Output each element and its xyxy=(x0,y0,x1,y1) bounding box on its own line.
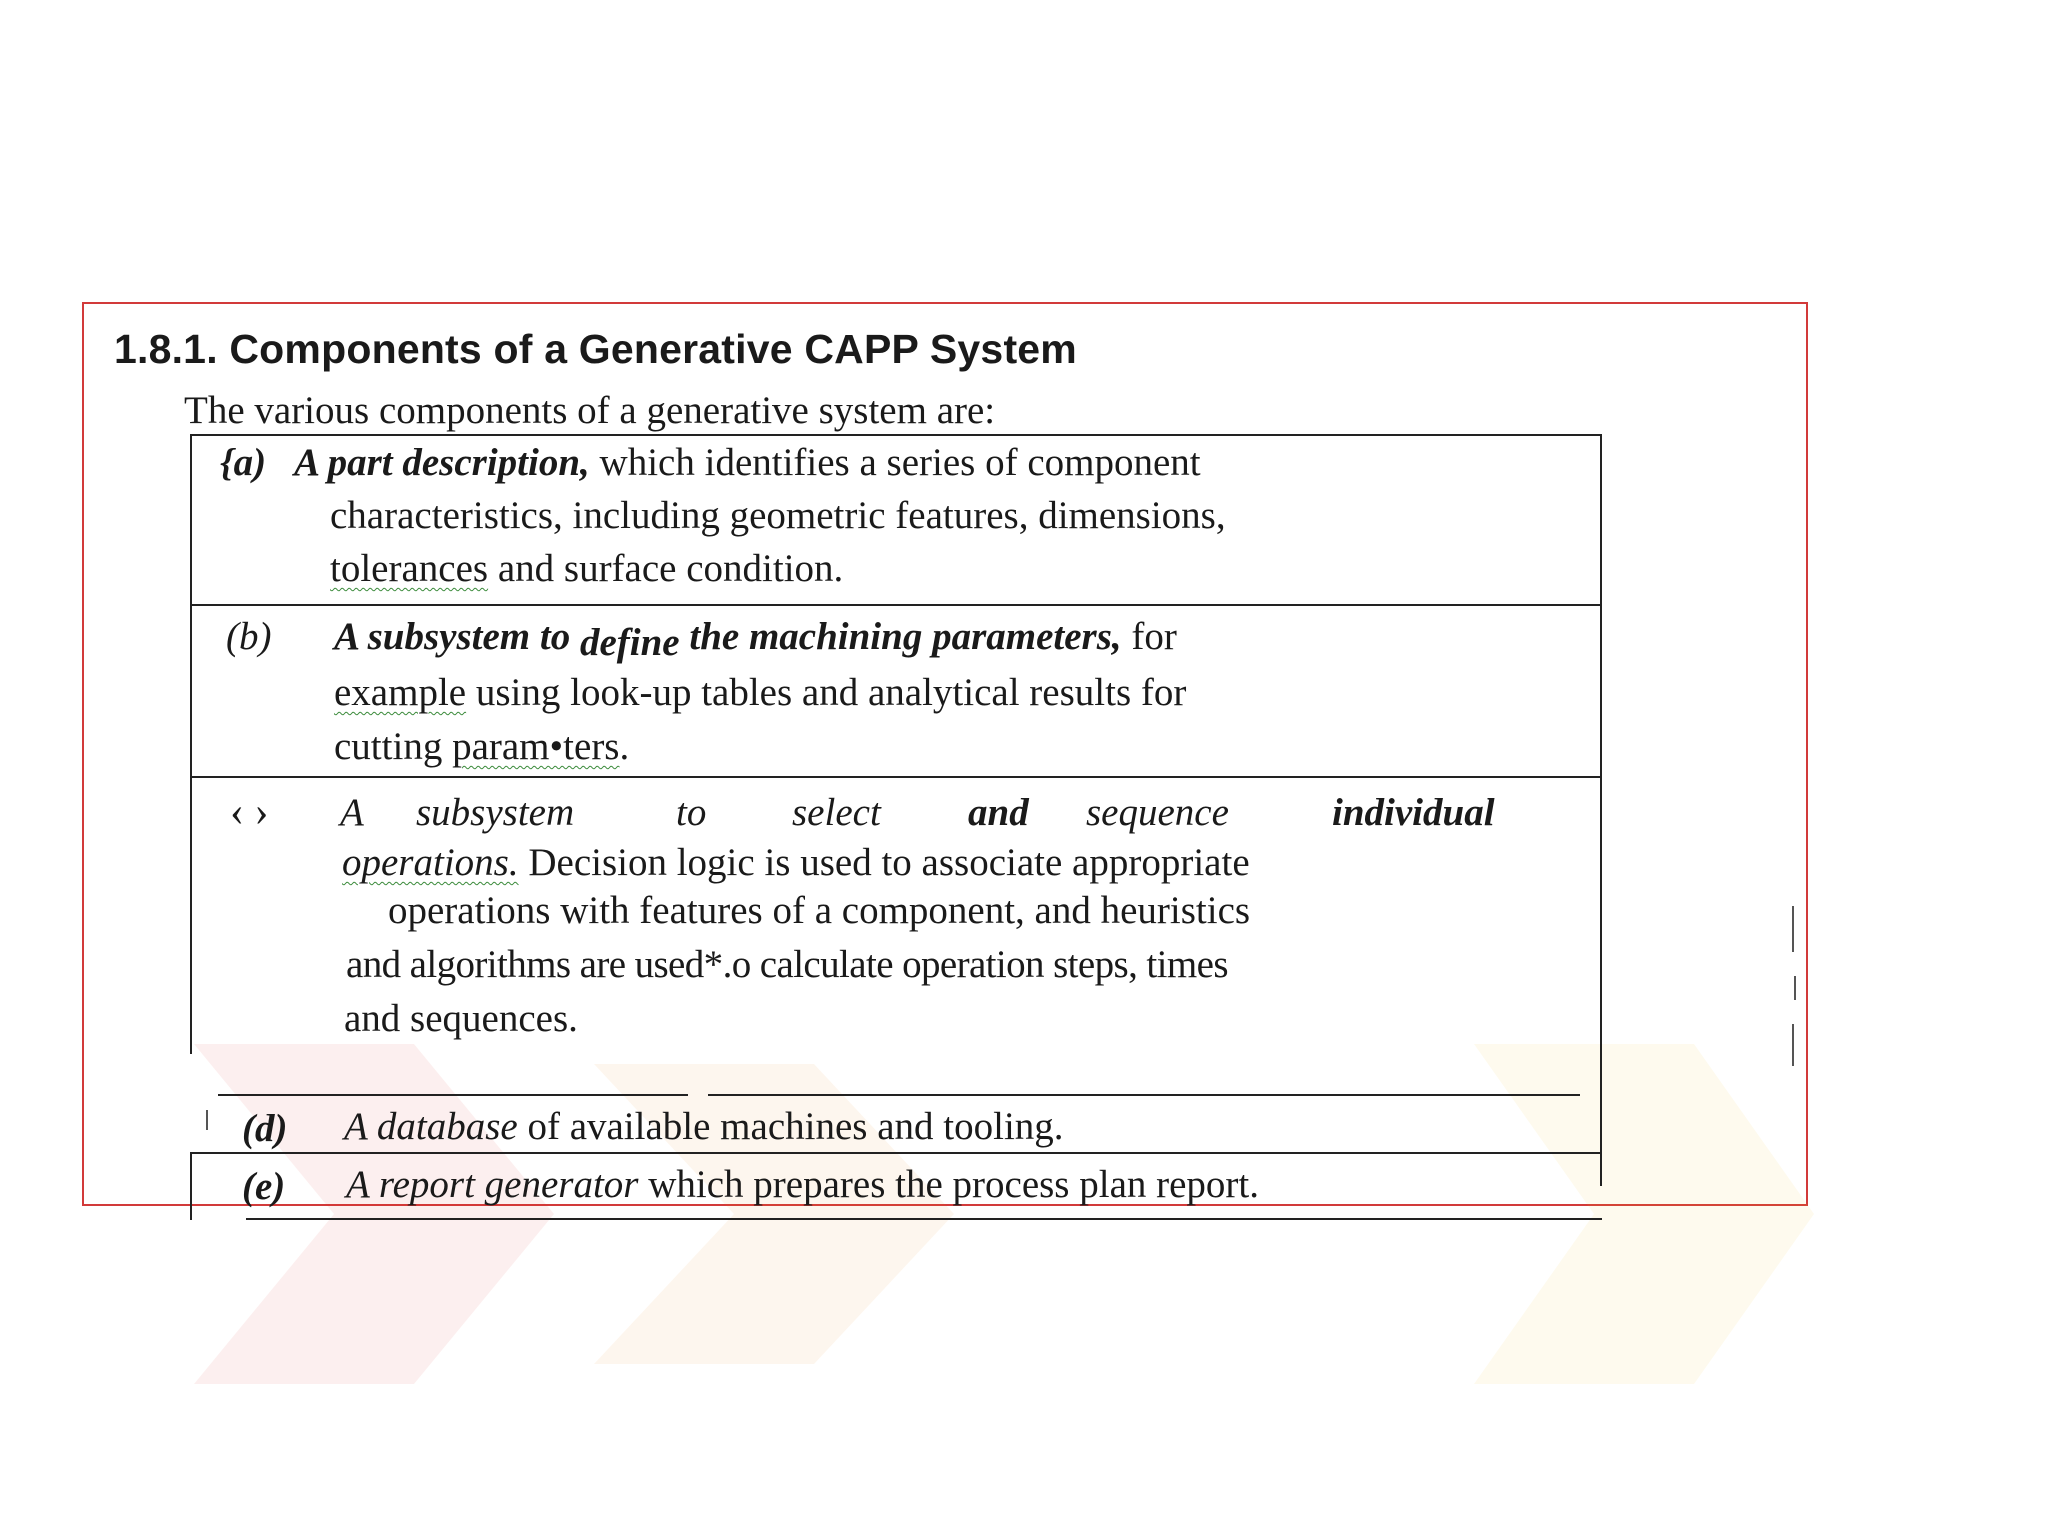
row-b-parameters-word: param•ters xyxy=(452,725,620,768)
row-a-line-1 xyxy=(294,436,1201,489)
row-a-line-3 xyxy=(330,542,843,595)
component-row-a xyxy=(190,434,1600,604)
row-c-word-individual: individual xyxy=(1332,791,1495,834)
row-b-line-2 xyxy=(334,666,1186,719)
component-row-d xyxy=(190,1094,1600,1152)
row-marker-c: ‹ › xyxy=(230,789,269,835)
section-heading: 1.8.1. Components of a Generative CAPP System xyxy=(114,326,1077,372)
row-marker-d: (d) xyxy=(242,1107,288,1150)
row-b-line-3-text: cutting xyxy=(334,725,453,768)
row-b-example-word: example xyxy=(334,671,467,714)
row-e-line xyxy=(346,1158,1259,1211)
row-b-lead-a: A subsystem to xyxy=(334,615,580,658)
margin-mark-3 xyxy=(1792,1024,1794,1066)
row-d-lead: A database xyxy=(344,1105,518,1148)
row-c-line-5: and sequences. xyxy=(344,997,578,1040)
row-d-line xyxy=(344,1100,1064,1153)
row-a-tolerances-word: tolerances xyxy=(330,547,489,590)
row-c-word-and: and xyxy=(968,791,1029,834)
section-intro: The various components of a generative system are: xyxy=(184,389,996,432)
row-a-line-1-text: which identifies a series of component xyxy=(589,441,1201,484)
row-marker-e: (e) xyxy=(242,1165,286,1208)
component-row-e xyxy=(190,1152,1600,1218)
row-a-line-3-text: and surface condition. xyxy=(488,547,844,590)
row-a-lead: A part description, xyxy=(294,441,590,484)
row-marker-a: {a) xyxy=(220,441,267,484)
row-b-lead-define: define xyxy=(579,621,680,664)
row-c-line-3: operations with features of a component, and heuristics xyxy=(388,889,1251,932)
table-right-border xyxy=(1600,434,1602,1186)
component-row-b xyxy=(190,604,1600,776)
row-c-line-2-text: Decision logic is used to associate appropriate xyxy=(518,841,1250,884)
row-b-tail: for xyxy=(1121,615,1177,658)
row-c-operations-word: operations. xyxy=(342,841,519,884)
row-c-word-sequence: sequence xyxy=(1086,791,1229,834)
row-c-word-subsystem: subsystem xyxy=(416,791,575,834)
row-c-word-select: select xyxy=(792,791,881,834)
row-d-text: of available machines and tooling. xyxy=(517,1105,1064,1148)
components-table xyxy=(190,434,1600,1208)
row-e-lead: A report generator xyxy=(346,1163,639,1206)
row-b-line-3 xyxy=(334,720,629,773)
row-c-line-2 xyxy=(342,836,1250,889)
row-a-line-2: characteristics, including geometric features, dimensions, xyxy=(330,494,1226,537)
row-e-text: which prepares the process plan report. xyxy=(638,1163,1259,1206)
row-c-line-4: and algorithms are used*.o calculate operation steps, times xyxy=(346,943,1228,986)
margin-mark-1 xyxy=(1792,906,1794,952)
margin-mark-2 xyxy=(1794,976,1796,1000)
row-b-line-3-end: . xyxy=(619,725,630,768)
row-c-word-a: A xyxy=(340,791,364,834)
table-bottom-border xyxy=(246,1218,1602,1220)
slide-frame xyxy=(82,302,1808,1206)
row-b-lead-c: the machining parameters, xyxy=(679,615,1122,658)
row-b-line-1 xyxy=(334,610,1177,663)
row-c-word-to: to xyxy=(676,791,707,834)
row-b-line-2-text: using look-up tables and analytical results for xyxy=(466,671,1187,714)
row-marker-b: (b) xyxy=(226,615,272,658)
